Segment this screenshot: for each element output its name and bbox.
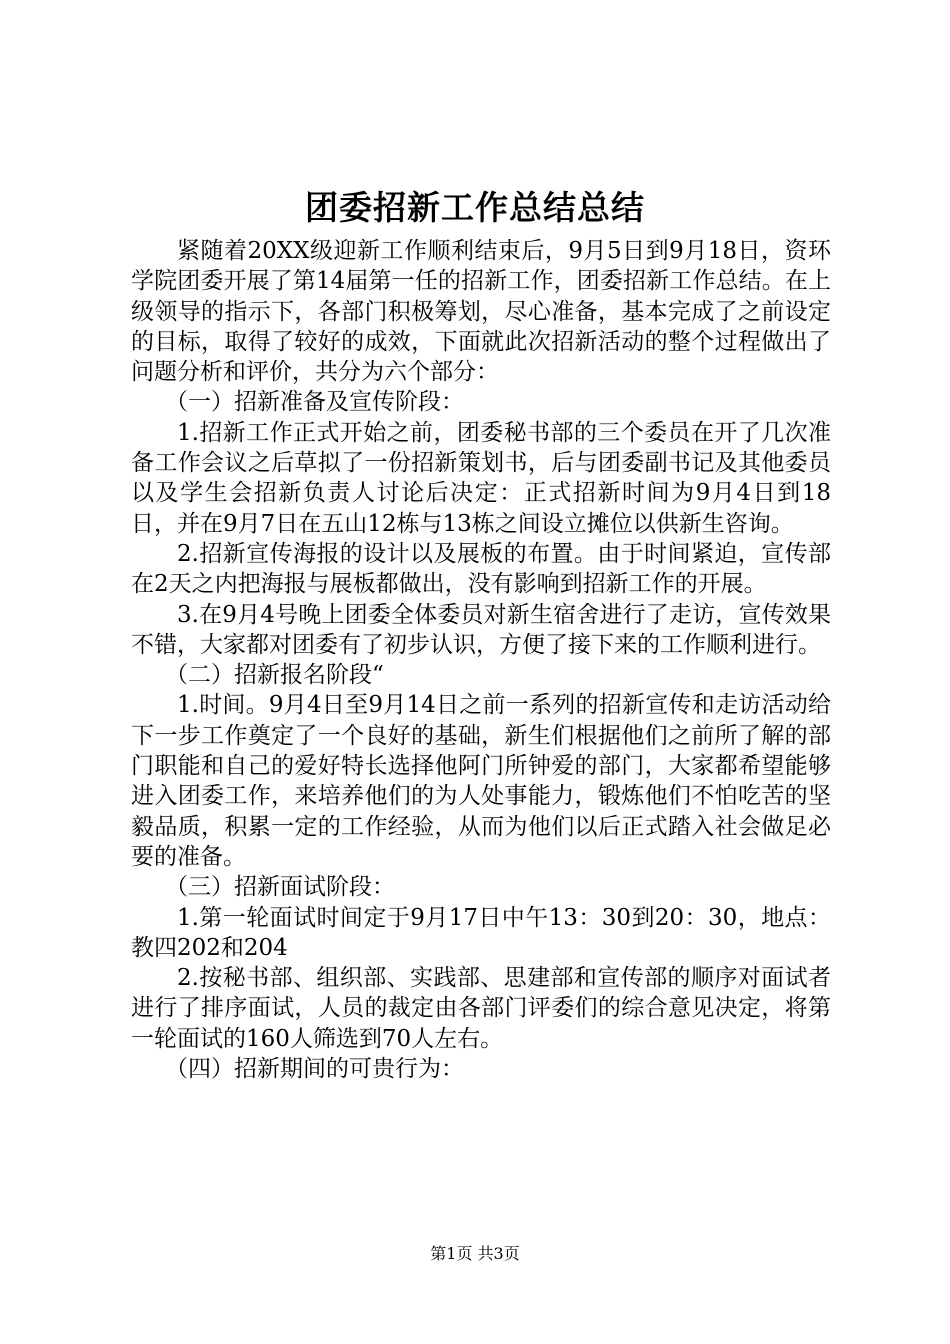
section-3-item-1: 1.第一轮面试时间定于9月17日中午13：30到20：30，地点：教四202和204 [131, 904, 831, 961]
section-1-item-2: 2.招新宣传海报的设计以及展板的布置。由于时间紧迫，宣传部在2天之内把海报与展板都做出，没有影响到招新工作的开展。 [131, 540, 831, 598]
document-body [131, 236, 831, 1084]
section-heading-2: （二）招新报名阶段“ [165, 662, 384, 689]
section-1-item-3: 3.在9月4号晚上团委全体委员对新生宿舍进行了走访，宣传效果不错，大家都对团委有了初步认识，方便了接下来的工作顺利进行。 [131, 601, 831, 658]
document-title: 团委招新工作总结总结 [305, 188, 645, 227]
page-footer: 第1页 共3页 [430, 1244, 520, 1263]
section-3-item-2: 2.按秘书部、组织部、实践部、思建部和宣传部的顺序对面试者进行了排序面试，人员的裁定由各部门评委们的综合意见决定，将第一轮面试的160人筛选到70人左右。 [131, 965, 831, 1052]
section-heading-3: （三）招新面试阶段： [165, 874, 395, 901]
intro-paragraph: 紧随着20XX级迎新工作顺利结束后，9月5日到9月18日，资环学院团委开展了第14届第一任的招新工作，团委招新工作总结。在上级领导的指示下，各部门积极筹划，尽心准备，基本完成了之前设定的目标，取得了较好的成效，下面就此次招新活动的整个过程做出了问题分析和评价，共分为六个部分： [131, 238, 831, 386]
section-heading-1: （一）招新准备及宣传阶段： [165, 389, 464, 416]
section-heading-4: （四）招新期间的可贵行为： [165, 1056, 464, 1083]
section-1-item-1: 1.招新工作正式开始之前，团委秘书部的三个委员在开了几次准备工作会议之后草拟了一份招新策划书，后与团委副书记及其他委员以及学生会招新负责人讨论后决定：正式招新时间为9月4日到18日，并在9月7日在五山12栋与13栋之间设立摊位以供新生咨询。 [131, 419, 831, 537]
section-2-item-1: 1.时间。9月4日至9月14日之前一系列的招新宣传和走访活动给下一步工作奠定了一个良好的基础，新生们根据他们之前所了解的部门职能和自己的爱好特长选择他阿门所钟爱的部门，大家都希望能够进入团委工作，来培养他们的为人处事能力，锻炼他们不怕吃苦的坚毅品质，积累一定的工作经验，从而为他们以后正式踏入社会做足必要的准备。 [131, 692, 831, 870]
